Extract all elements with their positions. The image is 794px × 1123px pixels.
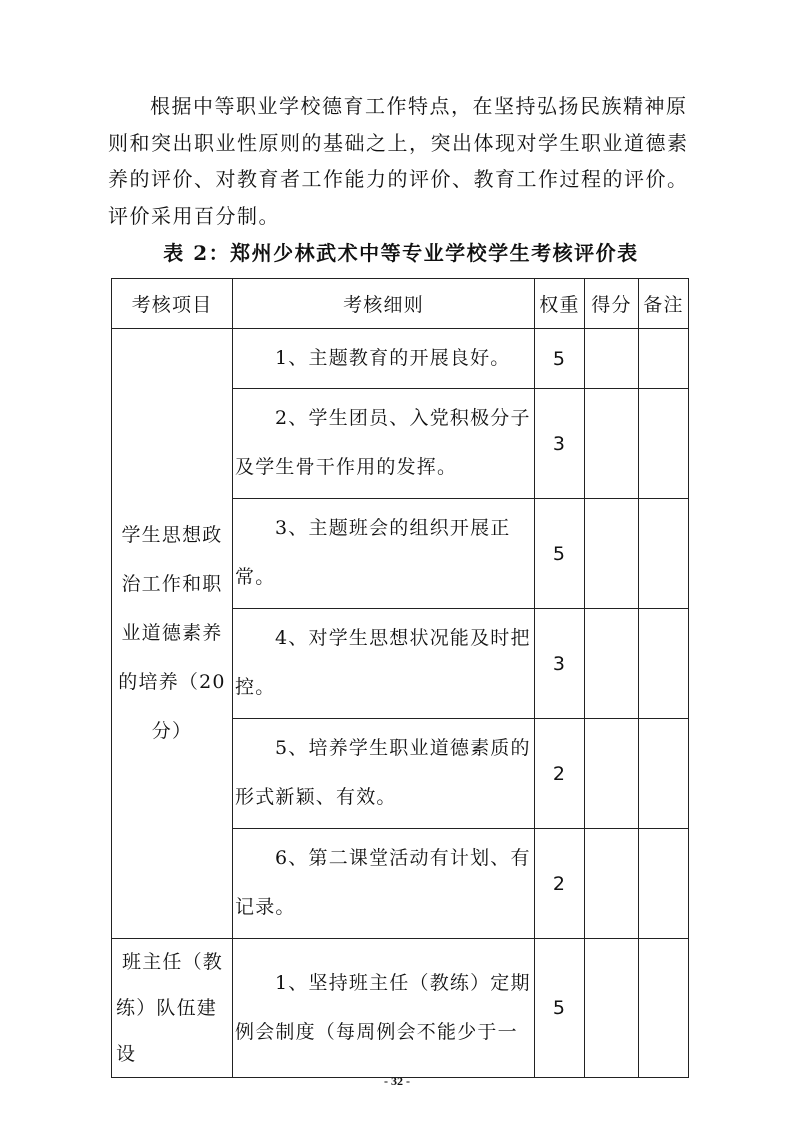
rule-cell: 1、主题教育的开展良好。	[233, 329, 535, 389]
table-header-row	[112, 279, 689, 329]
rule-cell: 1、坚持班主任（教练）定期例会制度（每周例会不能少于一	[233, 939, 535, 1078]
rule-cell: 2、学生团员、入党积极分子及学生骨干作用的发挥。	[233, 389, 535, 499]
category-cell: 学生思想政治工作和职业道德素养的培养（20分）	[112, 329, 233, 939]
remarks-cell	[639, 499, 689, 609]
weight-cell: 3	[535, 389, 585, 499]
rule-cell: 5、培养学生职业道德素质的形式新颖、有效。	[233, 719, 535, 829]
weight-cell: 5	[535, 499, 585, 609]
rule-cell: 3、主题班会的组织开展正常。	[233, 499, 535, 609]
category-cell: 班主任（教练）队伍建设	[112, 939, 233, 1078]
header-rule: 考核细则	[233, 279, 535, 329]
score-cell	[585, 829, 639, 939]
page-number: - 32 -	[384, 1074, 410, 1088]
table-caption: 表 2：郑州少林武术中等专业学校学生考核评价表	[163, 241, 639, 265]
remarks-cell	[639, 939, 689, 1078]
evaluation-table	[111, 278, 689, 1078]
weight-cell: 3	[535, 609, 585, 719]
rule-cell: 4、对学生思想状况能及时把控。	[233, 609, 535, 719]
score-cell	[585, 499, 639, 609]
remarks-cell	[639, 719, 689, 829]
header-remarks: 备注	[639, 279, 689, 329]
remarks-cell	[639, 609, 689, 719]
weight-cell: 5	[535, 329, 585, 389]
score-cell	[585, 609, 639, 719]
header-score: 得分	[585, 279, 639, 329]
score-cell	[585, 389, 639, 499]
table-row	[112, 939, 689, 1078]
remarks-cell	[639, 829, 689, 939]
score-cell	[585, 719, 639, 829]
body-paragraph: 根据中等职业学校德育工作特点，在坚持弘扬民族精神原则和突出职业性原则的基础之上，突出体现对学生职业道德素养的评价、对教育者工作能力的评价、教育工作过程的评价。评价采用百分制。	[108, 94, 689, 228]
score-cell	[585, 939, 639, 1078]
score-cell	[585, 329, 639, 389]
header-weight: 权重	[535, 279, 585, 329]
header-category: 考核项目	[112, 279, 233, 329]
weight-cell: 2	[535, 829, 585, 939]
remarks-cell	[639, 389, 689, 499]
weight-cell: 2	[535, 719, 585, 829]
table-row	[112, 329, 689, 389]
weight-cell: 5	[535, 939, 585, 1078]
remarks-cell	[639, 329, 689, 389]
rule-cell: 6、第二课堂活动有计划、有记录。	[233, 829, 535, 939]
